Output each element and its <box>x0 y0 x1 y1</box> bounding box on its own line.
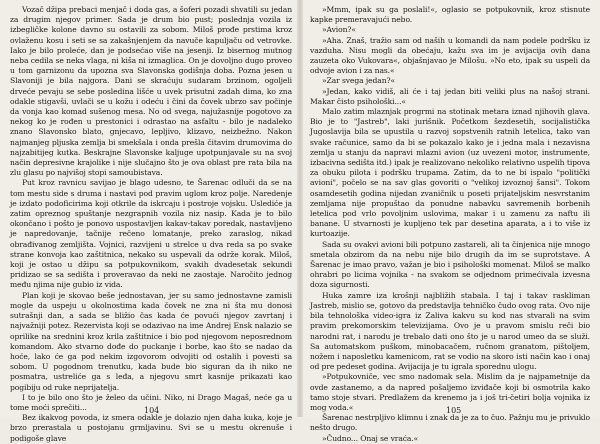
right-paragraph-6: Malo zatim mlaznjak progrmi na stotinak metara iznad njihovih glava. Bio je to "Jastreb", laki jurišnik. Početkom šezdesetih, socijalistička Jugoslavija bila se upustila u razvoj sopstvenih ratnih letelica, tako van svake računice, samo da bi se pokazalo kako je i jedna mala i nezavisna zemlja u stanju da napravi mlazni avion (uz uvezeni motor, instrumente, izbacivna sedišta itd.) ipak je realizovano nekoliko relativno uspelih tipova za obuku pilota i podršku trupama. Zatim, da to ne bi ispalo "politički avioni", počelo se na sav glas govoriti o "velikoj izvoznoj šansi". Tokom osamdesetih godina nijedan zvaničnik u poseti prijateljskim nesvrstanim zemljama nije propuštao da ponudne nabavku savremenih borbenih letelica pod vrlo povoljnim uslovima, makar i u zamenu za naftu ili banane. U stvarnosti je kupljeno tek par desetina aparata, a i to više iz kurtoazije. <box>310 107 590 239</box>
left-paragraph-1: Vozač džipa prebaci menjač i doda gas, a šoferi pozadi shvatili su jedan za drugim njegov primer. Sada je drum bio pust; poslednja vozila iz izbegličke kolone davno su ostavili za sobom. Miloš prođe prstima kroz ovlaženu kosu i seti se sa zakašnjenjem da navuče kapuljaču od vetrovke. Iako je bilo proleće, dan je podsećao više na jesenji. Iz bisernog mutnog neba cedila se neka vlaga, ni kiša ni izmaglica. On je dovoljno dugo proveo u tom garnizonu da upozna sva Slavonska godišnja doba. Pozna jesen u Slavoniji je bila najgora. Dani se skraćuju sudaram brzinom, ogoljeli drveće pevaju se sebe posledina lišće u uvek prisutni zadah dima, ko zna odakle stigavši, uvlači se u kožu i odeću i čini da čovek ubrzo sav počinje da vonja kao komad sušenog mesa. No od svega, najužasnije pogotovo za nekog ko je rođen u prestonici i odrastao na asfaltu - bilo je nadaleko znano Slavonsko blato, gnjecavo, lepljivo, klizavo, neizbežno. Nakon najmanjeg pljuska zemlja bi smekšala i onda prešla čitavim drumovima do najzabitijeg kutka. Beskrajne Slavonske kaljuge upotpunjavale su na svoj način depresivne krajolike i nije slučajno što je ova oblast pre rata bila na zlu glasu po najvišoj stopi samoubistava. <box>10 5 292 178</box>
left-page <box>0 0 300 443</box>
left-paragraph-2: Put kroz ravnicu savijao je blago udesno, te Šarenac odluči da se na tom mestu side s druma i nastavi pod pravim uglom kroz polje. Naredenje je izdato podoficirima koji otkrile da iskrcaju i postroje vojsku. Uslediće ja zatim opreznog spuštanje nezgrapnih vozila niz nasip. Kada je to bilo okončano i pošto je ponovo uspostavljen kakav-takav poredak, nastavljeno je napredovanje, tačnije rečeno lomatanje, preko zaraslog, nikad obrađivanog zemljišta. Vojnici, razvijeni u strelce u dva reda sa po svake strane konvoja kao zaštitnica, nekako su uspevali da održe korak. Miloš, koji je ostao u džipu sa potpukovnikom, svakih dvadesetak sekundi pridizao se sa sedišta i proveravao da neki ne zaostaje. Naročito jednog među njima nije gubio iz vida. <box>10 178 292 290</box>
left-paragraph-3: Plan koji je skovao beše jednostavan, jer su samo jednostavne zamisli mogle da uspeju u okolnostima kada čovek ne zna ni šta mu donosi sutrašnji dan, a sada se bližio čas kada će povući njegov zavrtanj i najvažniji potez. Rezervista koji se odazivao na ime Andrej Ensk nalazio se oprilike na srednini kroz krila zaštitnice i bio pod njegovom neposrednom komandom. Ako stvarno dođe do puckanje i borbe, kao što se nadao da hoće, lako će ga pod nekim izgovorom odvojiti od ostalih i povesti sa sobom. U pogodnom trenutku, kada bude bio siguran da ih niko ne posmatra, ustreliće ga s leđa, a njegovu smrt kasnije prikazati kao pogibiju od ruke neprijatelja. <box>10 290 292 392</box>
right-page-number: 105 <box>446 406 462 415</box>
right-paragraph-9: »Potpukovniče, vec smo nadomak sela. Mislim da je najpametnije da ovde zastanemo, a da napred pošaljemo izviđače koji bi osmotrila kako tamo stoje stvari. Predlažem da krenemo ja i još tri-četiri bolja vojnika iz mog voda.« <box>310 372 590 412</box>
right-paragraph-2: »Avion?« <box>322 25 356 35</box>
left-page-number: 104 <box>144 406 160 415</box>
right-paragraph-10: Šarenac nestrpljivo klimnu i znak da je za to čuo. Pažnju mu je privuklo nešto drugo. <box>310 413 590 433</box>
right-paragraph-8: Huka zamre iza krošnji najbližih stabala. I taj i takav raskliman Jastreb, mislio se, gotovo da predstavlja tehničko čudo ovog rata. Ovo nije bila tehnološka video-igra iz Zaliva kakvu su kod nas stvarali na svim pravim prekomorskim televizijama. Ovo je u pravom smislu reči bio narodni rat, i narodu je trebalo dati ono što je u narod umeo da se služi. Sa automatskom puškom, minobacačem, ručnom granatom, pištoljem, nožem i naposletku kamenicom, rat se vodio na skoro isti način kao i onaj od pre pedeset godina. Avijacija je tu igrala sporednu ulogu. <box>310 290 590 372</box>
right-paragraph-1: »Mmm, ipak su ga poslali!«, oglasio se potpukovnik, kroz stisnute kapke premeravajući nebo. <box>310 5 590 25</box>
right-paragraph-3: »Aha. Znaš, tražio sam od naših u komandi da nam podele podršku iz vazduha. Nisu mogli da obećaju, kažu sva im je avijacija ovih dana zauzeta oko Vukovara«, objašnjavao je Milošu. »No eto, ipak su uspeli da odvoje avion i za nas.« <box>310 35 590 76</box>
left-paragraph-5: Bez ikakvog povoda, iz smera odakle je dolazio njen daha kuka, koje je brzo prerastala u postojanu grmljavinu. Svi se u mestu okrenuše i podigoše glave <box>10 413 292 443</box>
right-paragraph-5: »Jedan, kako vidiš, ali će i taj jedan biti veliki plus na našoj strani. Makar čisto psihološki...« <box>310 86 590 106</box>
right-page <box>300 0 600 443</box>
left-paragraph-4: I to je bilo ono što je želeo da učini. Niko, ni Drago Magaš, neće ga u tome moći sprečiti... <box>10 392 292 412</box>
right-paragraph-4: »Zar svega jedan?« <box>322 76 396 86</box>
right-paragraph-7: Sada su ovakvi avioni bili potpuno zastareli, ali ta činjenica nije mnogo smetala obzirom da na nebu nije bilo drugih da im se suprotstave. A Šarenac je imao pravo, važan je bio i psihološki momenat. Miloš se malko ohrabri po licima vojnika - na svakom se odjednom primećivala izvesna doza sigurnosti. <box>310 239 590 290</box>
right-paragraph-11: »Čudno... Onaj se vraća.« <box>322 433 419 443</box>
